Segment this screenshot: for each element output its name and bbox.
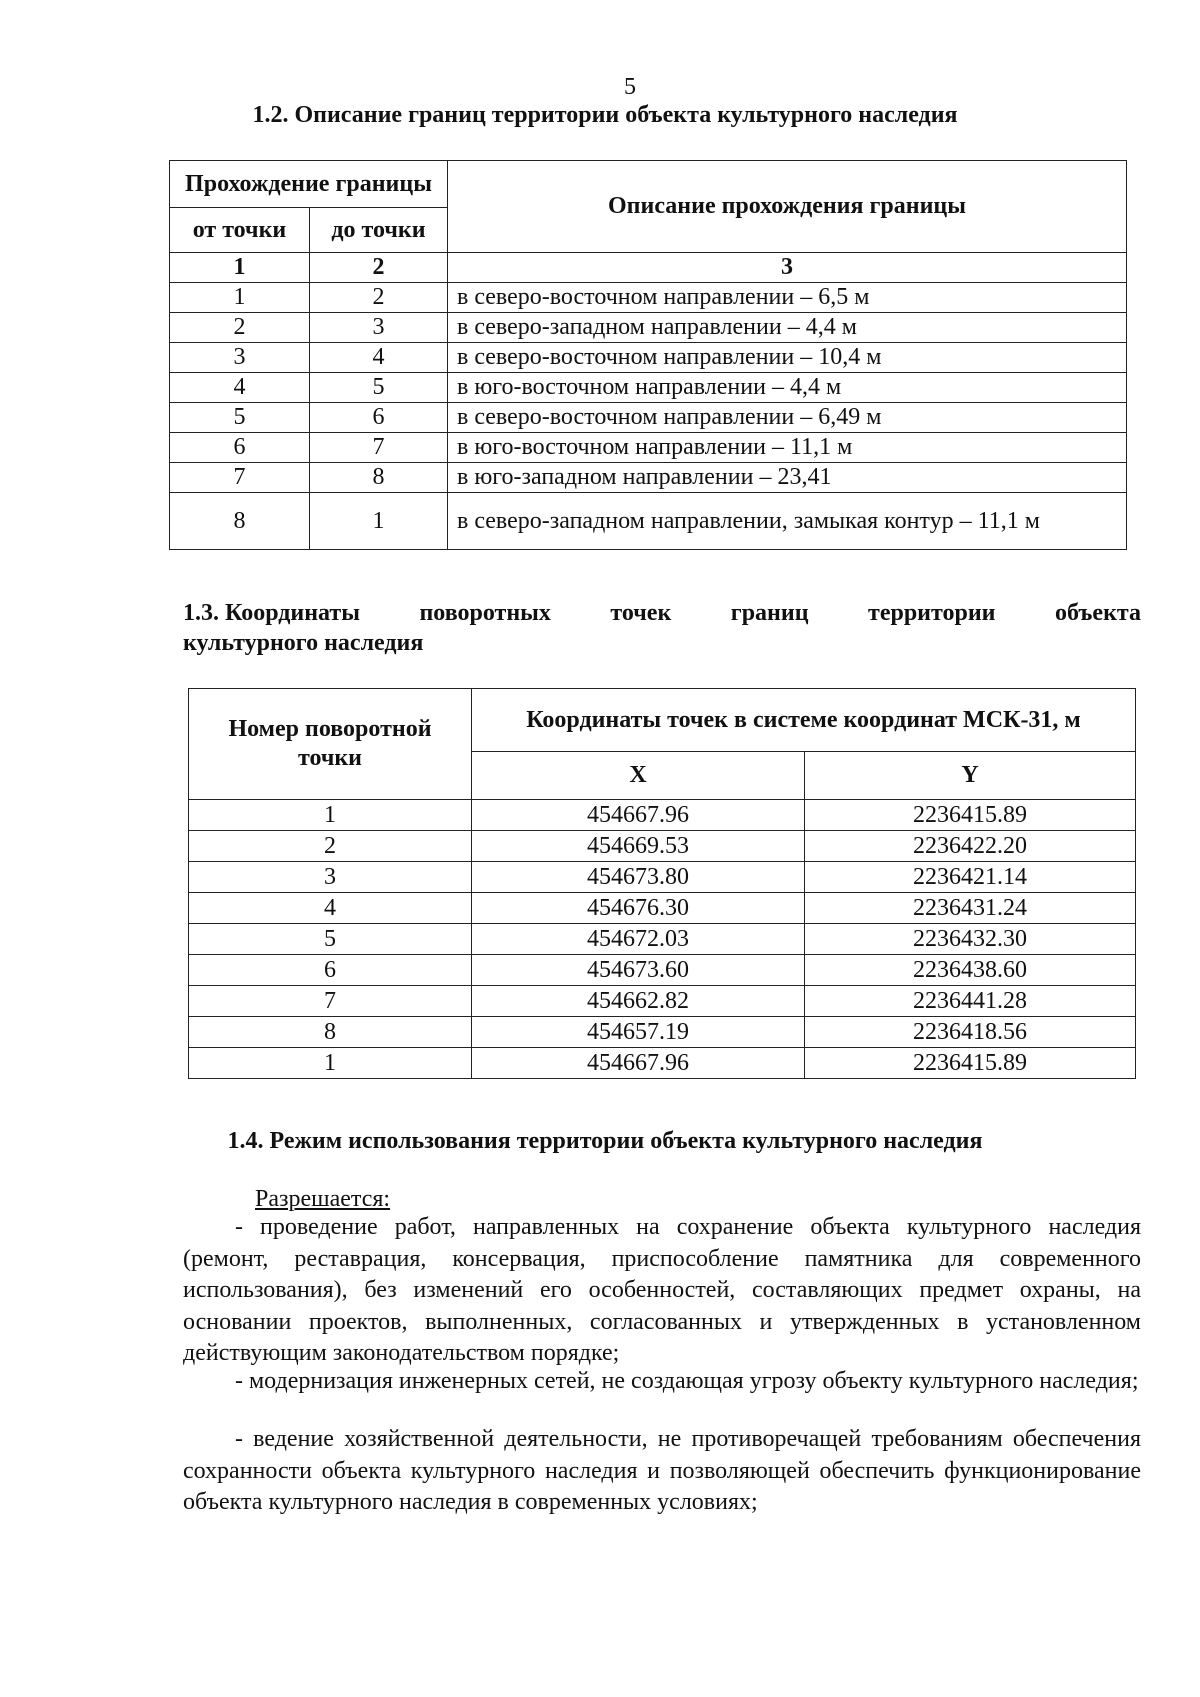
x-cell: 454673.80 <box>472 862 805 893</box>
y-cell: 2236432.30 <box>805 924 1136 955</box>
allowed-label: Разрешается: <box>255 1186 391 1212</box>
table-row <box>170 433 1127 463</box>
to-point-cell: 4 <box>310 343 448 373</box>
x-cell: 454662.82 <box>472 986 805 1017</box>
title-line-2: культурного наследия <box>183 630 424 656</box>
coordinates-table <box>188 688 1136 1079</box>
x-cell: 454669.53 <box>472 831 805 862</box>
description-cell: в северо-восточном направлении – 6,5 м <box>448 283 1127 313</box>
y-cell: 2236422.20 <box>805 831 1136 862</box>
to-point-cell: 7 <box>310 433 448 463</box>
to-point-cell: 1 <box>310 493 448 550</box>
from-point-cell: 8 <box>170 493 310 550</box>
title-word: поворотных <box>419 600 551 626</box>
y-cell: 2236415.89 <box>805 1048 1136 1079</box>
x-cell: 454673.60 <box>472 955 805 986</box>
table-row <box>170 493 1127 550</box>
header-x: X <box>472 752 805 800</box>
table-row <box>170 373 1127 403</box>
section-1-2-title: 1.2. Описание границ территории объекта культурного наследия <box>252 102 958 128</box>
header-y: Y <box>805 752 1136 800</box>
column-number: 2 <box>310 253 448 283</box>
point-number-cell: 1 <box>189 800 472 831</box>
point-number-cell: 7 <box>189 986 472 1017</box>
header-to-point: до точки <box>310 208 448 253</box>
x-cell: 454672.03 <box>472 924 805 955</box>
table-row <box>170 403 1127 433</box>
title-word: границ <box>730 600 809 626</box>
table-row <box>170 343 1127 373</box>
point-number-cell: 1 <box>189 1048 472 1079</box>
table-row <box>189 1048 1136 1079</box>
column-number: 1 <box>170 253 310 283</box>
header-boundary-passage: Прохождение границы <box>170 161 448 208</box>
x-cell: 454667.96 <box>472 800 805 831</box>
to-point-cell: 6 <box>310 403 448 433</box>
to-point-cell: 2 <box>310 283 448 313</box>
x-cell: 454667.96 <box>472 1048 805 1079</box>
description-cell: в юго-восточном направлении – 4,4 м <box>448 373 1127 403</box>
point-number-cell: 8 <box>189 1017 472 1048</box>
table-row <box>189 924 1136 955</box>
from-point-cell: 5 <box>170 403 310 433</box>
title-word: территории <box>868 600 996 626</box>
table-row <box>189 893 1136 924</box>
allowed-item: - ведение хозяйственной деятельности, не противоречащей требованиям обеспечения сохранности объекта культурного наследия и позволяющей обеспечить функционирование объекта культурного наследия в современных условиях; <box>183 1426 1141 1516</box>
y-cell: 2236431.24 <box>805 893 1136 924</box>
header-description: Описание прохождения границы <box>448 161 1127 253</box>
table-row <box>189 800 1136 831</box>
table-row <box>189 831 1136 862</box>
y-cell: 2236441.28 <box>805 986 1136 1017</box>
boundary-description-table <box>169 160 1127 550</box>
column-number: 3 <box>448 253 1127 283</box>
y-cell: 2236418.56 <box>805 1017 1136 1048</box>
y-cell: 2236415.89 <box>805 800 1136 831</box>
table-row <box>170 313 1127 343</box>
section-1-4-title: 1.4. Режим использования территории объекта культурного наследия <box>227 1128 983 1154</box>
point-number-cell: 5 <box>189 924 472 955</box>
header-coordinates: Координаты точек в системе координат МСК-31, м <box>472 689 1136 752</box>
description-cell: в юго-восточном направлении – 11,1 м <box>448 433 1127 463</box>
to-point-cell: 8 <box>310 463 448 493</box>
point-number-cell: 2 <box>189 831 472 862</box>
allowed-item: - проведение работ, направленных на сохранение объекта культурного наследия (ремонт, реставрация, консервация, приспособление памятника для современного использования), без изменений его особенностей, составляющих предмет охраны, на основании проектов, выполненных, согласованных и утвержденных в установленном действующим законодательством порядке; <box>183 1214 1141 1367</box>
page-number: 5 <box>624 74 636 100</box>
point-number-cell: 6 <box>189 955 472 986</box>
from-point-cell: 1 <box>170 283 310 313</box>
from-point-cell: 3 <box>170 343 310 373</box>
table-row <box>189 955 1136 986</box>
description-cell: в северо-восточном направлении – 6,49 м <box>448 403 1127 433</box>
from-point-cell: 6 <box>170 433 310 463</box>
table-row <box>170 283 1127 313</box>
title-word: 1.3. Координаты <box>183 600 360 626</box>
to-point-cell: 5 <box>310 373 448 403</box>
point-number-cell: 3 <box>189 862 472 893</box>
x-cell: 454676.30 <box>472 893 805 924</box>
y-cell: 2236438.60 <box>805 955 1136 986</box>
header-from-point: от точки <box>170 208 310 253</box>
title-word: точек <box>610 600 672 626</box>
to-point-cell: 3 <box>310 313 448 343</box>
from-point-cell: 4 <box>170 373 310 403</box>
description-cell: в северо-западном направлении – 4,4 м <box>448 313 1127 343</box>
point-number-cell: 4 <box>189 893 472 924</box>
description-cell: в северо-западном направлении, замыкая контур – 11,1 м <box>448 493 1127 550</box>
from-point-cell: 2 <box>170 313 310 343</box>
x-cell: 454657.19 <box>472 1017 805 1048</box>
section-1-3-title <box>183 598 1141 658</box>
table-row <box>189 1017 1136 1048</box>
header-point-number: Номер поворотной точки <box>189 689 472 800</box>
table-row <box>170 463 1127 493</box>
title-word: объекта <box>1055 600 1141 626</box>
allowed-item: - модернизация инженерных сетей, не создающая угрозу объекту культурного наследия; <box>235 1368 1139 1394</box>
description-cell: в северо-восточном направлении – 10,4 м <box>448 343 1127 373</box>
description-cell: в юго-западном направлении – 23,41 <box>448 463 1127 493</box>
table-row <box>189 862 1136 893</box>
from-point-cell: 7 <box>170 463 310 493</box>
y-cell: 2236421.14 <box>805 862 1136 893</box>
table-row <box>189 986 1136 1017</box>
